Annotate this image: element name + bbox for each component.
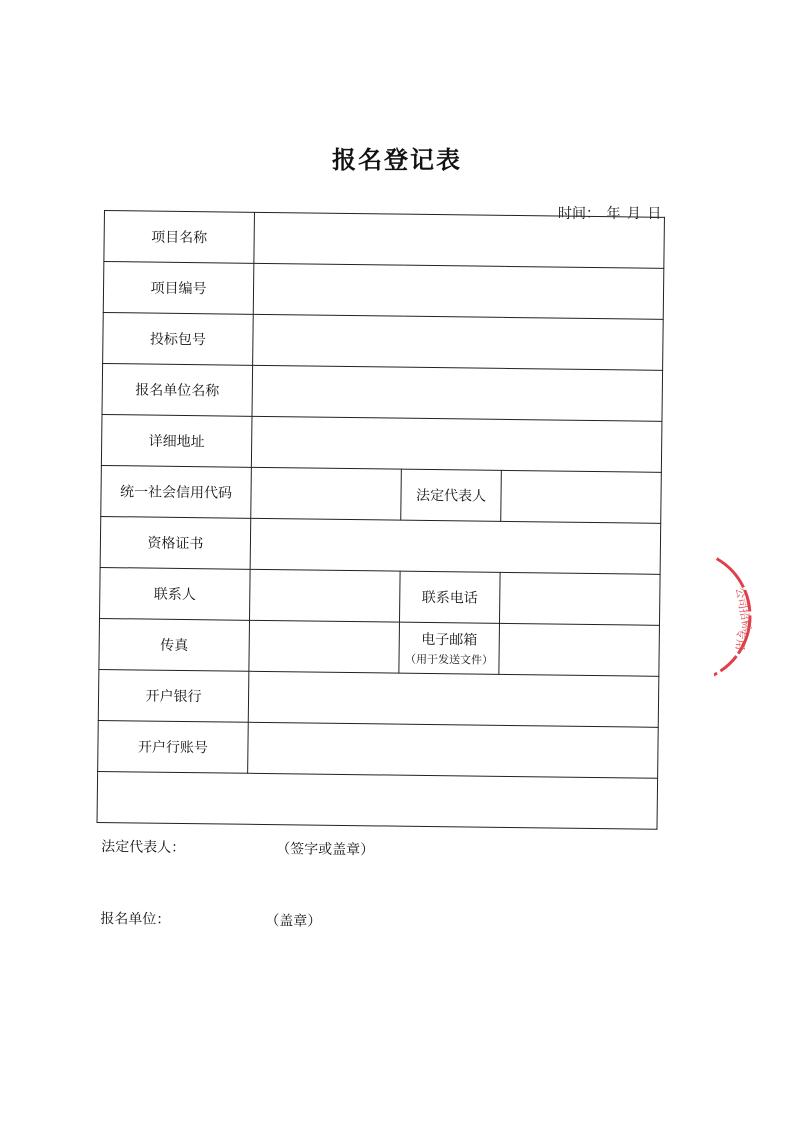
row-bank: [98, 669, 659, 727]
email-note: （用于发送文件）: [404, 652, 494, 667]
email-field[interactable]: [499, 623, 660, 676]
project-no-field[interactable]: [253, 263, 664, 319]
row-signature: [97, 771, 658, 829]
contact-phone-field[interactable]: [499, 572, 660, 625]
signature-unit-label: 报名单位：: [100, 911, 171, 928]
red-seal-stamp: [714, 548, 794, 684]
contact-label: 联系人: [100, 567, 251, 620]
registration-form: [97, 210, 684, 930]
address-label: 详细地址: [101, 414, 252, 467]
address-field[interactable]: [251, 416, 662, 472]
row-qualification: [100, 516, 661, 574]
signature-legal-rep-hint: （签字或盖章）: [276, 841, 375, 859]
signature-block: [97, 771, 658, 930]
contact-field[interactable]: [249, 569, 400, 622]
bid-package-field[interactable]: [253, 314, 664, 370]
unit-seal-line[interactable]: [100, 908, 322, 930]
legal-rep-field[interactable]: [501, 470, 662, 523]
credit-code-label: 统一社会信用代码: [101, 465, 252, 518]
row-applicant-name: [102, 363, 663, 421]
seal-icon: [714, 548, 794, 684]
svg-text:专用: 专用: [733, 627, 748, 651]
signature-unit-hint: （盖章）: [265, 913, 322, 930]
contact-phone-label: 联系电话: [399, 571, 500, 623]
page-title: 报名登记表: [332, 146, 462, 174]
row-fax-email: [99, 618, 660, 676]
svg-text:公司招标: 公司招标: [733, 586, 754, 632]
fax-field[interactable]: [249, 620, 400, 673]
row-credit-code: [101, 465, 662, 523]
row-project-no: [103, 262, 664, 320]
applicant-name-label: 报名单位名称: [102, 363, 253, 416]
legal-rep-signature-line[interactable]: [101, 836, 375, 859]
credit-code-field[interactable]: [251, 467, 402, 520]
bid-package-label: 投标包号: [103, 312, 254, 365]
fax-label: 传真: [99, 618, 250, 671]
email-label: 电子邮箱: [421, 631, 478, 649]
bank-field[interactable]: [248, 671, 659, 727]
email-label-cell: [399, 622, 500, 674]
date-line: 时间： 年 月 日: [558, 206, 662, 222]
signature-legal-rep-label: 法定代表人：: [101, 839, 186, 857]
project-no-label: 项目编号: [103, 262, 254, 315]
bank-label: 开户银行: [98, 669, 249, 722]
qualification-label: 资格证书: [100, 516, 251, 569]
row-project-name: [104, 211, 665, 269]
project-name-label: 项目名称: [104, 211, 255, 264]
row-contact: [100, 567, 661, 625]
qualification-field[interactable]: [250, 518, 661, 574]
row-account: [98, 720, 659, 778]
applicant-name-field[interactable]: [252, 365, 663, 421]
row-address: [101, 414, 662, 472]
row-bid-package: [103, 312, 664, 370]
legal-rep-label: 法定代表人: [401, 469, 502, 521]
account-field[interactable]: [248, 722, 659, 778]
project-name-field[interactable]: [254, 212, 665, 268]
account-label: 开户行账号: [98, 720, 249, 773]
